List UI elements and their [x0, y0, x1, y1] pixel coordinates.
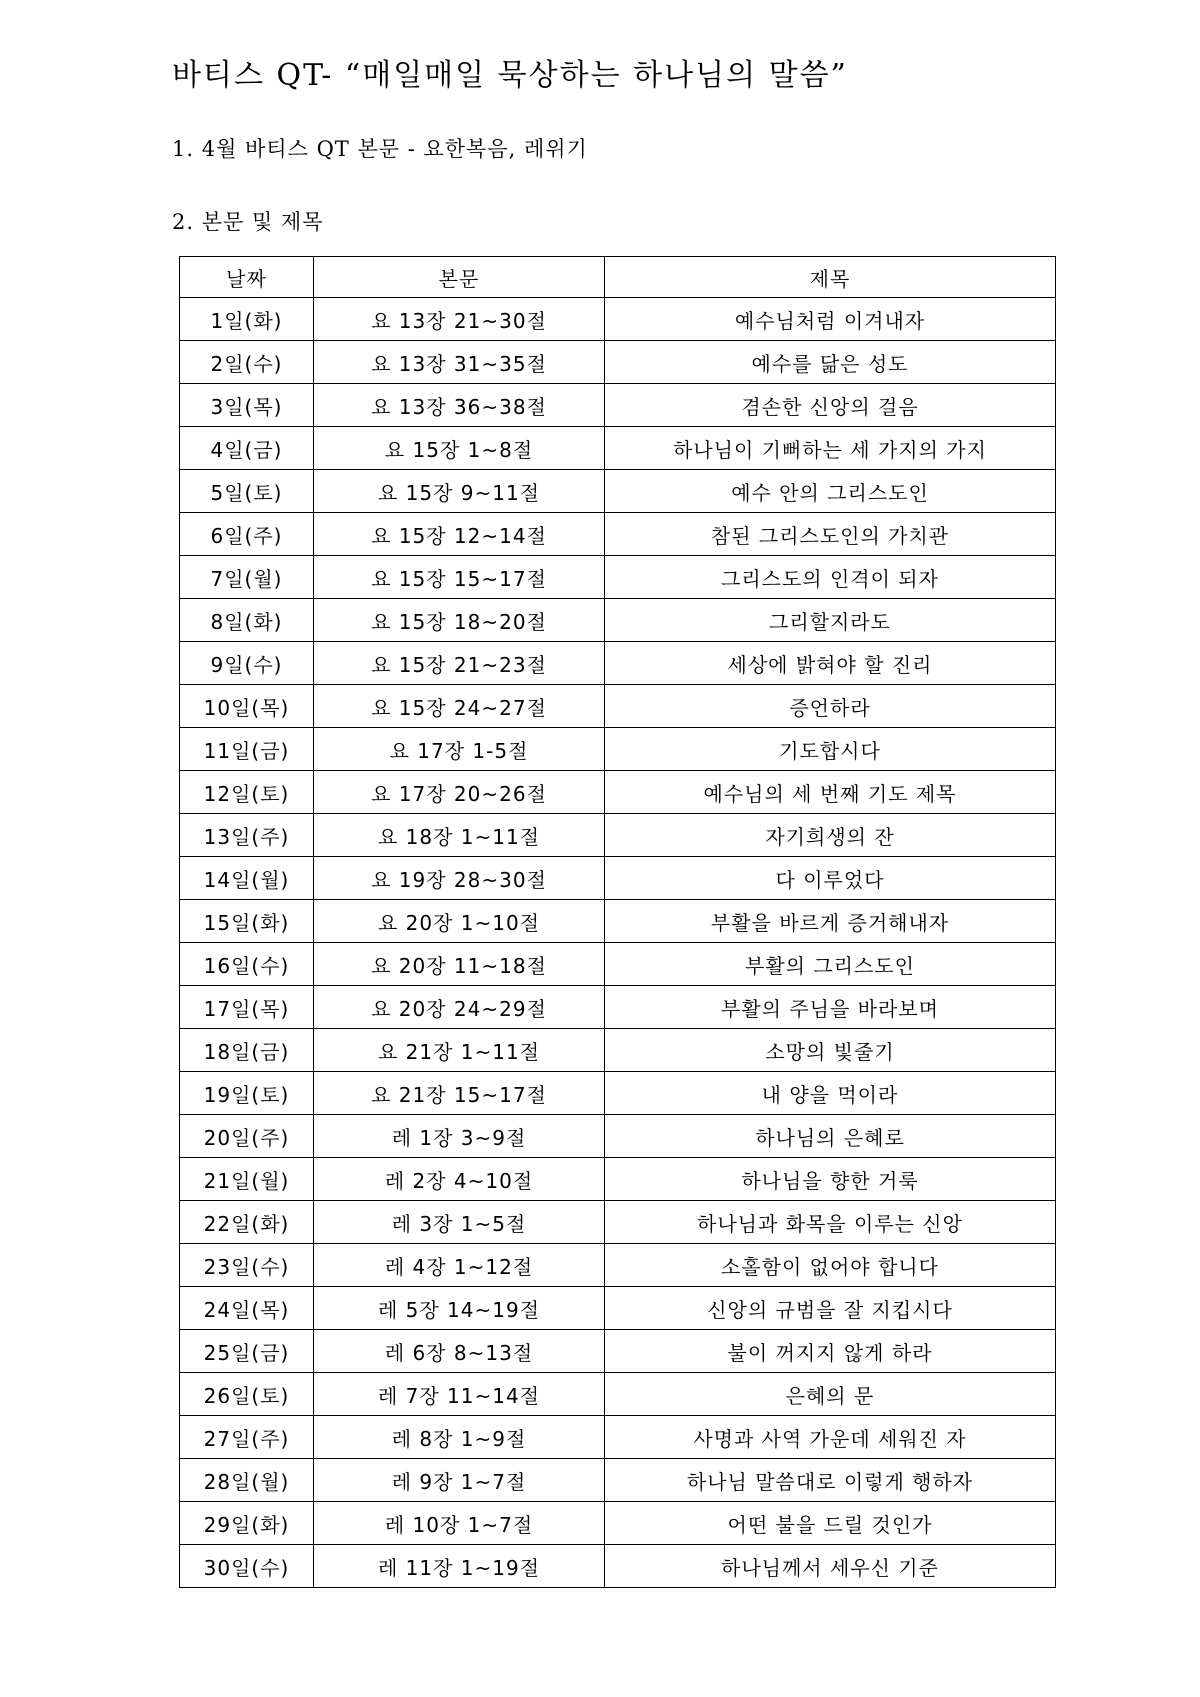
row-title: 불이 꺼지지 않게 하라	[605, 1330, 1056, 1373]
row-date: 21일(월)	[180, 1158, 314, 1201]
table-row	[180, 341, 1056, 384]
table-row	[180, 814, 1056, 857]
row-title: 소홀함이 없어야 합니다	[605, 1244, 1056, 1287]
row-passage: 레 1장 3~9절	[314, 1115, 605, 1158]
row-passage: 레 2장 4~10절	[314, 1158, 605, 1201]
row-title: 부활의 주님을 바라보며	[605, 986, 1056, 1029]
row-date: 2일(수)	[180, 341, 314, 384]
row-passage: 요 15장 18~20절	[314, 599, 605, 642]
table-row	[180, 1287, 1056, 1330]
row-passage: 요 20장 11~18절	[314, 943, 605, 986]
row-passage: 요 13장 21~30절	[314, 298, 605, 341]
table-row	[180, 1158, 1056, 1201]
row-date: 20일(주)	[180, 1115, 314, 1158]
row-title: 사명과 사역 가운데 세워진 자	[605, 1416, 1056, 1459]
row-passage: 요 15장 12~14절	[314, 513, 605, 556]
row-date: 16일(수)	[180, 943, 314, 986]
row-title: 그리스도의 인격이 되자	[605, 556, 1056, 599]
row-passage: 요 15장 1~8절	[314, 427, 605, 470]
row-passage: 요 13장 31~35절	[314, 341, 605, 384]
table-row	[180, 1244, 1056, 1287]
row-passage: 요 20장 1~10절	[314, 900, 605, 943]
row-title: 소망의 빛줄기	[605, 1029, 1056, 1072]
table-row	[180, 986, 1056, 1029]
table-row	[180, 599, 1056, 642]
table-header-row	[180, 257, 1056, 298]
row-title: 하나님과 화목을 이루는 신앙	[605, 1201, 1056, 1244]
row-title: 하나님 말씀대로 이렇게 행하자	[605, 1459, 1056, 1502]
row-date: 8일(화)	[180, 599, 314, 642]
table-row	[180, 642, 1056, 685]
row-date: 6일(주)	[180, 513, 314, 556]
row-passage: 레 10장 1~7절	[314, 1502, 605, 1545]
table-row	[180, 384, 1056, 427]
row-date: 11일(금)	[180, 728, 314, 771]
row-passage: 레 9장 1~7절	[314, 1459, 605, 1502]
row-date: 28일(월)	[180, 1459, 314, 1502]
table-row	[180, 1545, 1056, 1588]
row-date: 1일(화)	[180, 298, 314, 341]
table-row	[180, 728, 1056, 771]
row-passage: 요 15장 24~27절	[314, 685, 605, 728]
table-row	[180, 685, 1056, 728]
row-title: 어떤 불을 드릴 것인가	[605, 1502, 1056, 1545]
row-title: 부활을 바르게 증거해내자	[605, 900, 1056, 943]
table-row	[180, 900, 1056, 943]
table-body	[180, 298, 1056, 1588]
table-row	[180, 427, 1056, 470]
row-date: 13일(주)	[180, 814, 314, 857]
row-passage: 요 20장 24~29절	[314, 986, 605, 1029]
row-passage: 요 17장 20~26절	[314, 771, 605, 814]
row-passage: 레 11장 1~19절	[314, 1545, 605, 1588]
row-title: 하나님의 은혜로	[605, 1115, 1056, 1158]
row-date: 30일(수)	[180, 1545, 314, 1588]
row-passage: 요 13장 36~38절	[314, 384, 605, 427]
table-row	[180, 298, 1056, 341]
row-date: 18일(금)	[180, 1029, 314, 1072]
header-date: 날짜	[180, 257, 314, 298]
table-row	[180, 1115, 1056, 1158]
row-passage: 요 19장 28~30절	[314, 857, 605, 900]
row-title: 세상에 밝혀야 할 진리	[605, 642, 1056, 685]
table-row	[180, 857, 1056, 900]
row-date: 15일(화)	[180, 900, 314, 943]
row-title: 참된 그리스도인의 가치관	[605, 513, 1056, 556]
row-passage: 요 15장 9~11절	[314, 470, 605, 513]
row-passage: 요 15장 15~17절	[314, 556, 605, 599]
row-title: 예수님처럼 이겨내자	[605, 298, 1056, 341]
row-title: 하나님이 기뻐하는 세 가지의 가지	[605, 427, 1056, 470]
row-title: 그리할지라도	[605, 599, 1056, 642]
row-passage: 레 6장 8~13절	[314, 1330, 605, 1373]
row-passage: 레 7장 11~14절	[314, 1373, 605, 1416]
row-date: 17일(목)	[180, 986, 314, 1029]
row-title: 부활의 그리스도인	[605, 943, 1056, 986]
row-date: 10일(목)	[180, 685, 314, 728]
row-date: 22일(화)	[180, 1201, 314, 1244]
section-heading-table: 2. 본문 및 제목	[172, 210, 324, 234]
row-passage: 요 21장 15~17절	[314, 1072, 605, 1115]
row-date: 7일(월)	[180, 556, 314, 599]
row-date: 3일(목)	[180, 384, 314, 427]
row-title: 신앙의 규범을 잘 지킵시다	[605, 1287, 1056, 1330]
table-row	[180, 556, 1056, 599]
table-row	[180, 1459, 1056, 1502]
row-date: 24일(목)	[180, 1287, 314, 1330]
table-row	[180, 1416, 1056, 1459]
table-row	[180, 1502, 1056, 1545]
row-passage: 레 4장 1~12절	[314, 1244, 605, 1287]
table-row	[180, 1201, 1056, 1244]
row-title: 자기희생의 잔	[605, 814, 1056, 857]
table-row	[180, 1029, 1056, 1072]
row-passage: 요 21장 1~11절	[314, 1029, 605, 1072]
document-title: 바티스 QT- “매일매일 묵상하는 하나님의 말씀”	[172, 58, 848, 93]
row-title: 하나님을 향한 거룩	[605, 1158, 1056, 1201]
row-title: 예수님의 세 번째 기도 제목	[605, 771, 1056, 814]
row-passage: 레 8장 1~9절	[314, 1416, 605, 1459]
section-heading-passage: 1. 4월 바티스 QT 본문 - 요한복음, 레위기	[172, 137, 588, 161]
row-passage: 레 5장 14~19절	[314, 1287, 605, 1330]
row-date: 12일(토)	[180, 771, 314, 814]
row-date: 27일(주)	[180, 1416, 314, 1459]
row-title: 겸손한 신앙의 걸음	[605, 384, 1056, 427]
table-row	[180, 1330, 1056, 1373]
row-passage: 레 3장 1~5절	[314, 1201, 605, 1244]
row-passage: 요 18장 1~11절	[314, 814, 605, 857]
row-title: 기도합시다	[605, 728, 1056, 771]
row-title: 내 양을 먹이라	[605, 1072, 1056, 1115]
table-row	[180, 1373, 1056, 1416]
row-title: 예수를 닮은 성도	[605, 341, 1056, 384]
row-date: 25일(금)	[180, 1330, 314, 1373]
row-date: 14일(월)	[180, 857, 314, 900]
header-text: 본문	[314, 257, 605, 298]
table-row	[180, 771, 1056, 814]
row-title: 은혜의 문	[605, 1373, 1056, 1416]
table-row	[180, 513, 1056, 556]
row-date: 5일(토)	[180, 470, 314, 513]
table-row	[180, 1072, 1056, 1115]
header-title: 제목	[605, 257, 1056, 298]
table-row	[180, 470, 1056, 513]
row-passage: 요 15장 21~23절	[314, 642, 605, 685]
table-row	[180, 943, 1056, 986]
row-date: 4일(금)	[180, 427, 314, 470]
row-date: 29일(화)	[180, 1502, 314, 1545]
row-title: 증언하라	[605, 685, 1056, 728]
qt-schedule-table	[179, 256, 1056, 1588]
row-date: 19일(토)	[180, 1072, 314, 1115]
row-date: 23일(수)	[180, 1244, 314, 1287]
row-title: 다 이루었다	[605, 857, 1056, 900]
row-date: 26일(토)	[180, 1373, 314, 1416]
row-date: 9일(수)	[180, 642, 314, 685]
row-title: 예수 안의 그리스도인	[605, 470, 1056, 513]
row-passage: 요 17장 1-5절	[314, 728, 605, 771]
row-title: 하나님께서 세우신 기준	[605, 1545, 1056, 1588]
